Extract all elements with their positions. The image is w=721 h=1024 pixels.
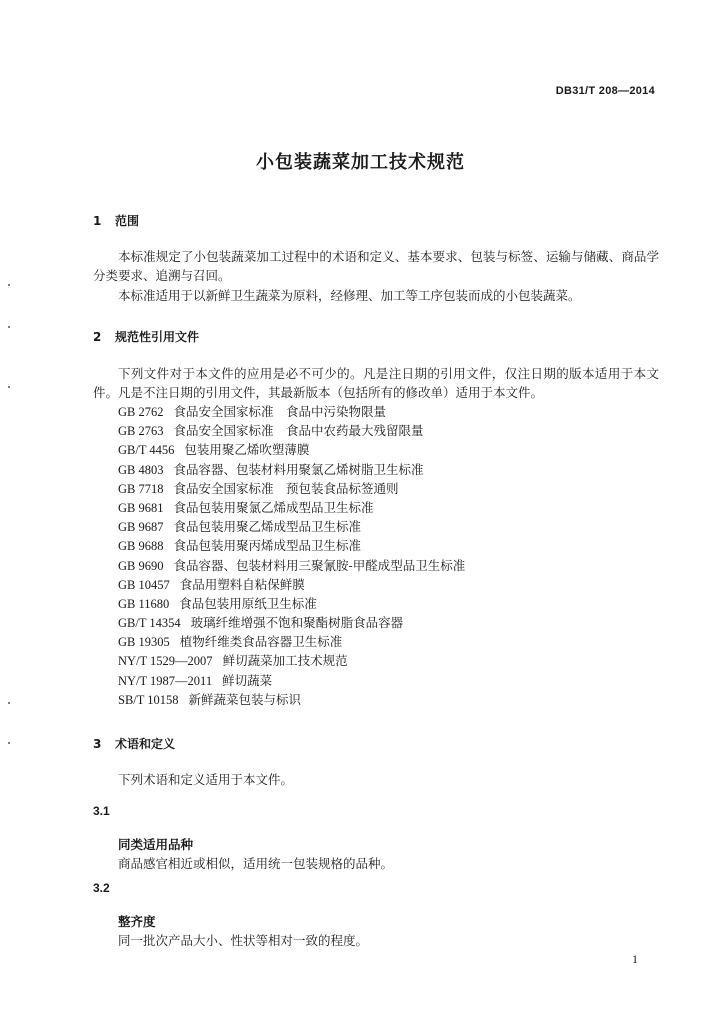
reference-code: GB 19305 bbox=[118, 635, 170, 650]
reference-item bbox=[118, 690, 465, 709]
reference-name: 食品用塑料自粘保鲜膜 bbox=[179, 576, 305, 592]
reference-code: SB/T 10158 bbox=[118, 692, 179, 707]
section-number: 3 bbox=[93, 737, 102, 751]
reference-item bbox=[118, 556, 465, 575]
reference-name: 新鲜蔬菜包装与标识 bbox=[188, 691, 302, 707]
reference-code: NY/T 1529—2007 bbox=[118, 654, 213, 669]
reference-item bbox=[118, 613, 465, 632]
reference-item bbox=[118, 517, 465, 536]
reference-item bbox=[118, 632, 465, 651]
section-number: 1 bbox=[93, 214, 102, 228]
scope-paragraph-1: 本标准规定了小包装蔬菜加工过程中的术语和定义、基本要求、包装与标签、运输与储藏、商品学分类要求、追溯与召回。 bbox=[93, 249, 659, 283]
reference-item bbox=[118, 440, 465, 459]
section-title: 规范性引用文件 bbox=[115, 330, 200, 344]
reference-item bbox=[118, 651, 465, 670]
standard-code: DB31/T 208—2014 bbox=[555, 85, 655, 97]
reference-item bbox=[118, 498, 465, 517]
reference-code: GB 9681 bbox=[118, 500, 164, 515]
reference-code: GB 10457 bbox=[118, 577, 170, 592]
reference-name: 食品容器、包装材料用三聚氰胺-甲醛成型品卫生标准 bbox=[173, 557, 466, 573]
reference-name: 玻璃纤维增强不饱和聚酯树脂食品容器 bbox=[190, 615, 404, 631]
reference-item bbox=[118, 402, 465, 421]
reference-item bbox=[118, 479, 465, 498]
scope-paragraph-2: 本标准适用于以新鲜卫生蔬菜为原料，经修理、加工等工序包装而成的小包装蔬菜。 bbox=[118, 288, 581, 303]
reference-name: 食品安全国家标准 预包装食品标签通则 bbox=[173, 480, 399, 496]
reference-item bbox=[118, 460, 465, 479]
reference-code: GB 2763 bbox=[118, 424, 164, 439]
reference-name: 食品容器、包装材料用聚氯乙烯树脂卫生标准 bbox=[173, 461, 424, 477]
reference-code: GB 9687 bbox=[118, 520, 164, 535]
reference-item bbox=[118, 671, 465, 690]
reference-name: 鲜切蔬菜 bbox=[222, 672, 273, 688]
section-number: 2 bbox=[93, 330, 102, 344]
normative-intro-paragraph: 下列文件对于本文件的应用是必不可少的。凡是注日期的引用文件，仅注日期的版本适用于本文件。凡是不注日期的引用文件，其最新版本（包括所有的修改单）适用于本文件。 bbox=[93, 366, 659, 400]
term-definition: 同一批次产品大小、性状等相对一致的程度。 bbox=[118, 933, 369, 948]
reference-code: GB 9690 bbox=[118, 558, 164, 573]
section-3-heading bbox=[93, 735, 175, 752]
reference-code: GB 2762 bbox=[118, 405, 164, 419]
section-title: 范围 bbox=[115, 214, 140, 228]
scan-artifact bbox=[8, 326, 10, 328]
reference-code: GB 7718 bbox=[118, 481, 164, 496]
term-definition: 商品感官相近或相似，适用统一包装规格的品种。 bbox=[118, 856, 394, 871]
section-2-heading bbox=[93, 328, 199, 345]
term-number: 3.2 bbox=[93, 881, 110, 895]
reference-list bbox=[118, 402, 465, 709]
reference-code: NY/T 1987—2011 bbox=[118, 673, 213, 688]
reference-name: 包装用聚乙烯吹塑薄膜 bbox=[184, 442, 310, 458]
terms-intro-paragraph: 下列术语和定义适用于本文件。 bbox=[118, 772, 294, 787]
reference-name: 食品安全国家标准 食品中农药最大残留限量 bbox=[173, 423, 424, 439]
reference-code: GB 11680 bbox=[118, 596, 170, 611]
reference-name: 食品包装用聚丙烯成型品卫生标准 bbox=[173, 538, 362, 554]
reference-name: 食品包装用聚氯乙烯成型品卫生标准 bbox=[173, 499, 374, 515]
scan-artifact bbox=[8, 284, 10, 286]
reference-item bbox=[118, 594, 465, 613]
scan-artifact bbox=[8, 742, 10, 744]
document-title: 小包装蔬菜加工技术规范 bbox=[256, 152, 465, 173]
reference-code: GB 9688 bbox=[118, 539, 164, 554]
scan-artifact bbox=[8, 386, 10, 388]
reference-code: GB 4803 bbox=[118, 462, 164, 477]
reference-item bbox=[118, 575, 465, 594]
reference-item bbox=[118, 421, 465, 440]
reference-name: 食品包装用原纸卫生标准 bbox=[179, 595, 317, 611]
term-name: 同类适用品种 bbox=[118, 837, 194, 852]
term-number: 3.1 bbox=[93, 804, 110, 818]
reference-name: 食品包装用聚乙烯成型品卫生标准 bbox=[173, 519, 362, 535]
page-number: 1 bbox=[632, 952, 638, 966]
reference-item bbox=[118, 536, 465, 555]
reference-name: 鲜切蔬菜加工技术规范 bbox=[222, 653, 348, 669]
reference-code: GB/T 14354 bbox=[118, 616, 181, 631]
reference-name: 食品安全国家标准 食品中污染物限量 bbox=[173, 404, 387, 419]
reference-name: 植物纤维类食品容器卫生标准 bbox=[179, 634, 343, 650]
term-name: 整齐度 bbox=[118, 914, 156, 929]
section-1-heading bbox=[93, 212, 139, 229]
reference-code: GB/T 4456 bbox=[118, 443, 175, 458]
scan-artifact bbox=[8, 702, 10, 704]
section-title: 术语和定义 bbox=[115, 737, 176, 751]
